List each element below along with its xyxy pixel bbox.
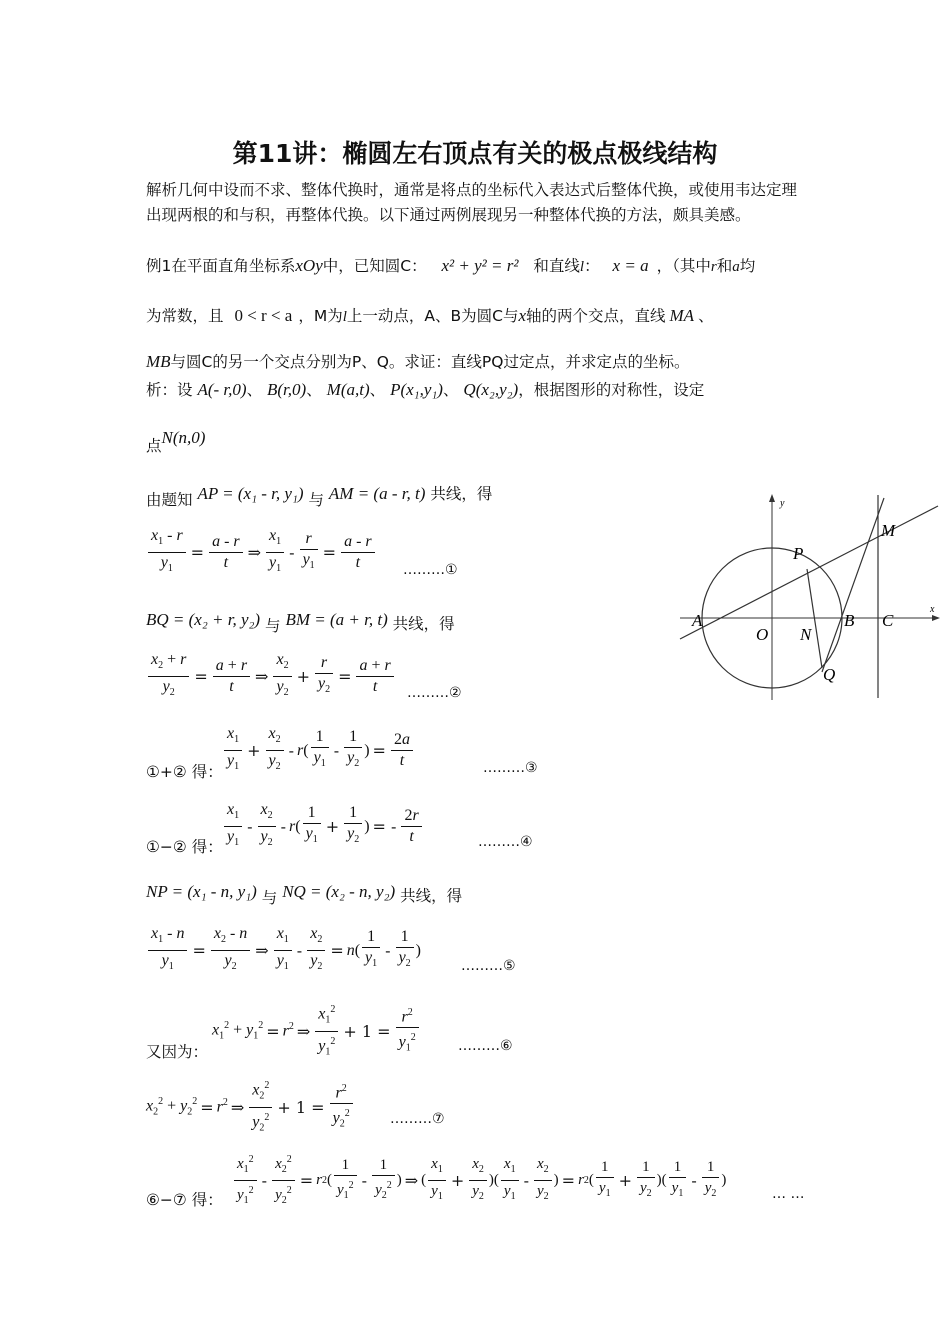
tag-3: ………③ — [483, 760, 538, 776]
tag-5: ………⑤ — [461, 958, 516, 974]
label-last: ⑥−⑦ 得： — [146, 1191, 223, 1209]
tag-1: ………① — [403, 562, 458, 578]
equation-4: $\frac{x_1}{y_1}$ - $\frac{x_2}{y_2}$ - r ( $\frac{1}{y_1}$ + $\frac{1}{y_2}$ ) = - $\frac{2r}{t}$ — [222, 800, 424, 853]
geometry-figure — [676, 490, 946, 705]
label-b: B — [844, 611, 855, 630]
equation-8: $\frac{x_1^2}{y_1^2}$ - $\frac{x_2^2}{y_2^2}$ = r 2 ( $\frac{1}{y_1^2}$ - $\frac{1}{y_2^2}$ ) ⇒ ( $\frac{x_1}{y_1}$ + $\frac{x_2}{y_2}$ )( $\frac{x_1}{y_1}$ - $\frac{x_2}{y_2}$ ) = r 2 ( $\frac{1}{y_1}$ + $\frac{1}{y_2}$ )( $\frac{1}{y_1}$ - $\frac{1}{y_2}$ ) — [232, 1150, 726, 1211]
page-title: 第11讲：椭圆左右顶点有关的极点极线结构 — [232, 139, 718, 168]
label-sum: ①+② 得： — [146, 763, 223, 781]
x-axis-label: x — [930, 604, 935, 615]
label-c: C — [882, 611, 894, 630]
equation-5: $\frac{x_1 - n}{y_1}$ = $\frac{x_2 - n}{y_2}$ ⇒ $\frac{x_1}{y_1}$ - $\frac{x_2}{y_2}$ = n ( $\frac{1}{y_1}$ - $\frac{1}{y_2}$ ) — [146, 924, 421, 977]
equation-7: $x_2^2 + y_2^2$ = $r^2$ ⇒ $\frac{x_2^2}{y_2^2}$ + 1 = $\frac{r^2}{y_2^2}$ — [146, 1076, 355, 1138]
y-axis-label: y — [780, 498, 785, 509]
label-p: P — [793, 544, 804, 563]
label-also: 又因为： — [146, 1043, 209, 1061]
line-mb — [822, 498, 884, 672]
example-line-3: MB与圆C的另一个交点分别为P、Q。求证：直线PQ过定点，并求定点的坐标。 — [146, 352, 690, 371]
label-diff: ①−② 得： — [146, 838, 223, 856]
condition: 0 < r < a — [234, 306, 293, 325]
equation-3: $\frac{x_1}{y_1}$ + $\frac{x_2}{y_2}$ - r ( $\frac{1}{y_1}$ - $\frac{1}{y_2}$ ) = $\frac{2a}{t}$ — [222, 724, 415, 777]
step-np-nq: NP = (x₁ - n, y₁) 与 NQ = (x₂ - n, y₂) 共线，得 — [146, 882, 463, 907]
step-ap-am: 由题知 AP = (x₁ - r, y₁) 与 AM = (a - r, t) 共线，得 — [146, 484, 493, 509]
label-a: A — [692, 611, 703, 630]
analysis-line-1: 析：设 A(- r,0)、 B(r,0)、 M(a,t)、 P(x₁,y₁)、 Q(x₂,y₂)，根据图形的对称性，设定 — [146, 380, 705, 399]
equation-1: $\frac{x_1 - r}{y_1}$ = $\frac{a - r}{t}$ ⇒ $\frac{x_1}{y_1}$ - $\frac{r}{y_1}$ = $\frac{a - r}{t}$ — [146, 526, 377, 579]
example-line-2: 为常数，且 0 < r < a ，M为l上一动点，A、B为圆C与x轴的两个交点，直线 MA 、 — [146, 306, 714, 325]
label-n: N — [800, 625, 812, 644]
ellipsis: … … — [772, 1186, 805, 1202]
label-m: M — [881, 521, 896, 540]
example-line-1: 例1在平面直角坐标系xOy中，已知圆C： x² + y² = r² 和直线l： x = a ，（其中r和a均 — [146, 256, 756, 275]
label-q: Q — [823, 665, 836, 684]
tag-6: ………⑥ — [458, 1038, 513, 1054]
tag-4: ………④ — [478, 834, 533, 850]
circle-equation: x² + y² = r² — [441, 256, 519, 275]
analysis-line-2: 点N(n,0) — [146, 428, 206, 455]
tag-7: ………⑦ — [390, 1111, 445, 1127]
equation-6: $x_1^2 + y_1^2$ = $r^2$ ⇒ $\frac{x_1^2}{y_1^2}$ + 1 = $\frac{r^2}{y_1^2}$ — [212, 1000, 421, 1062]
x-axis-arrow — [932, 615, 940, 621]
line-equation: x = a — [612, 256, 649, 275]
y-axis-arrow — [769, 494, 775, 502]
step-bq-bm: BQ = (x₂ + r, y₂) 与 BM = (a + r, t) 共线，得 — [146, 610, 455, 635]
tag-2: ………② — [407, 685, 462, 701]
equation-2: $\frac{x_2 + r}{y_2}$ = $\frac{a + r}{t}$ ⇒ $\frac{x_2}{y_2}$ + $\frac{r}{y_2}$ = $\frac{a + r}{t}$ — [146, 650, 396, 703]
intro-paragraph: 解析几何中设而不求、整体代换时，通常是将点的坐标代入表达式后整体代换，或使用韦达定理出现两根的和与积，再整体代换。以下通过两例展现另一种整体代换的方法，颇具美感。 — [146, 181, 798, 224]
label-o: O — [756, 625, 769, 644]
